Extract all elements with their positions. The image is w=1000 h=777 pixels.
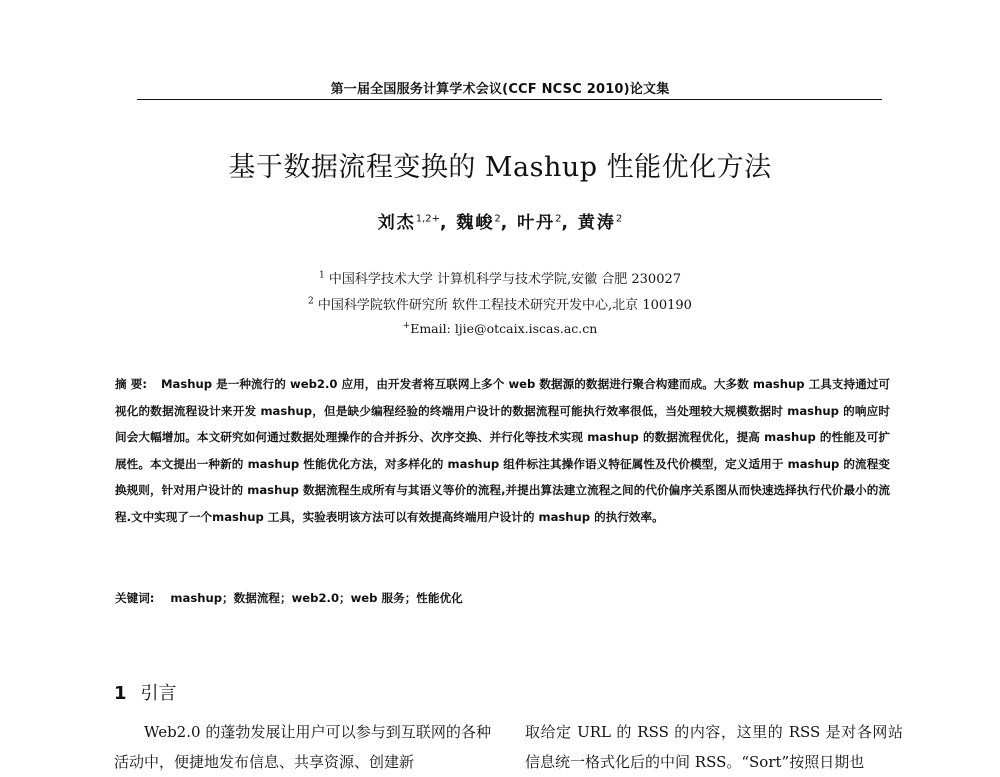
- section-title: 引言: [140, 683, 177, 704]
- keywords-text: mashup；数据流程；web2.0；web 服务；性能优化: [170, 591, 463, 605]
- affiliation-1: [0, 268, 1000, 287]
- section-heading: [114, 679, 177, 705]
- contact-email: [0, 321, 1000, 336]
- author-affiliation-mark: 2: [615, 213, 623, 225]
- author-affiliation-mark: 2: [555, 213, 562, 225]
- body-column-right: 取给定 URL 的 RSS 的内容，这里的 RSS 是对各网站信息统一格式化后的中间 RSS。“Sort”按照日期也: [525, 723, 903, 771]
- affiliation-mark: +: [402, 321, 411, 331]
- abstract: [115, 371, 890, 531]
- affiliation-mark: 2: [308, 296, 314, 307]
- author-affiliation-mark: 1,2+: [415, 213, 440, 225]
- email-text: Email: ljie@otcaix.iscas.ac.cn: [410, 321, 598, 337]
- author-affiliation-mark: 2: [494, 213, 501, 225]
- affiliation-mark: 1: [318, 270, 325, 281]
- abstract-label: 摘 要:: [115, 377, 147, 391]
- abstract-text: Mashup 是一种流行的 web2.0 应用，由开发者将互联网上多个 web 数据源的数据进行聚合构建而成。大多数 mashup 工具支持通过可视化的数据流程设计来开发 mashup，但是缺少编程经验的终端用户设计的数据流程可能执行效率很低，当处理较大规模数据时 mashup 的响应时间会大幅增加。本文研究如何通过数据处理操作的合并拆分、次序交换、并行化等技术实现 mashup 的数据流程优化，提高 mashup 的性能及可扩展性。本文提出一种新的 mashup 性能优化方法，对多样化的 mashup 组件标注其操作语义特征属性及代价模型，定义适用于 mashup 的流程变换规则，针对用户设计的 mashup 数据流程生成所有与其语义等价的流程,并提出算法建立流程之间的代价偏序关系图从而快速选择执行代价最小的流程.文中实现了一个mashup 工具，实验表明该方法可以有效提高终端用户设计的 mashup 的执行效率。: [115, 377, 890, 524]
- affiliation-text: 中国科学院软件研究所 软件工程技术研究开发中心,北京 100190: [317, 298, 692, 313]
- header-rule: [137, 99, 882, 100]
- paper-title: 基于数据流程变换的 Mashup 性能优化方法: [228, 152, 772, 183]
- author-name: 黄涛: [577, 213, 616, 233]
- body-column-left: Web2.0 的蓬勃发展让用户可以参与到互联网的各种活动中，便捷地发布信息、共享资源、创建新: [114, 723, 491, 771]
- author-name: 叶丹: [517, 213, 556, 233]
- section-number: 1: [114, 683, 127, 704]
- affiliation-text: 中国科学技术大学 计算机科学与技术学院,安徽 合肥 230027: [328, 272, 682, 287]
- author-list: 刘杰$^{1,2+}$, 魏峻$^2$, 叶丹$^2$, 黄涛$^2$: [377, 213, 623, 233]
- author-name: 刘杰: [377, 213, 416, 233]
- running-header: 第一届全国服务计算学术会议(CCF NCSC 2010)论文集: [330, 82, 670, 97]
- keywords-label: 关键词:: [115, 591, 155, 605]
- affiliation-2: [0, 294, 1000, 313]
- author-name: 魏峻: [456, 213, 495, 233]
- keywords: [115, 587, 890, 609]
